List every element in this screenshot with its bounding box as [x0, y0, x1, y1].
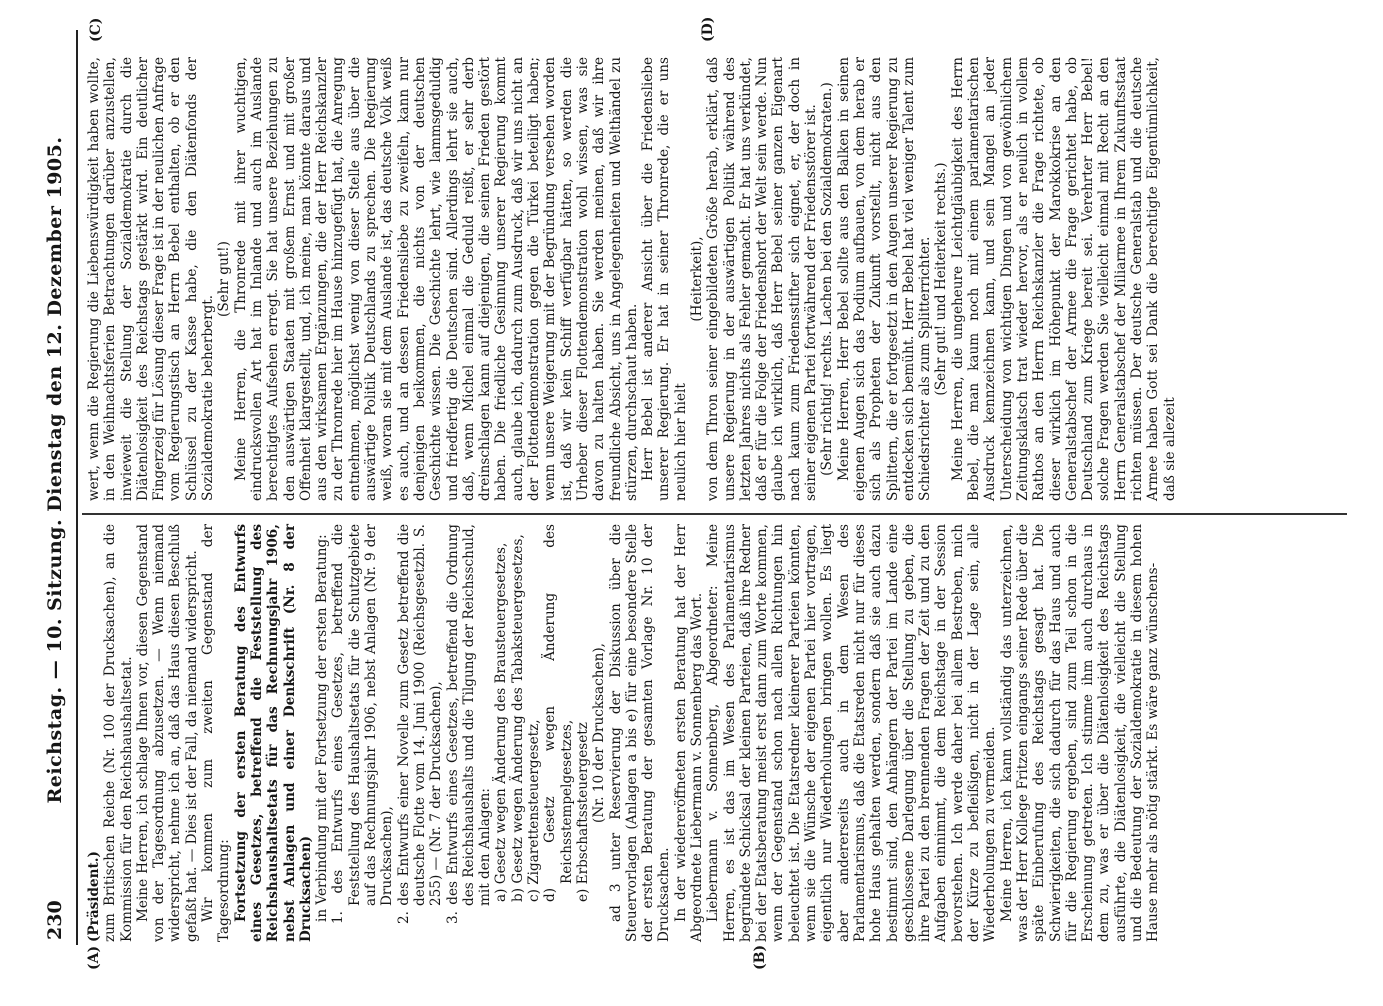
header-rule [76, 30, 78, 945]
margin-mark-c: (C) [88, 17, 104, 42]
margin-mark-a: (A) [86, 945, 102, 970]
column-divider [82, 513, 1347, 515]
margin-mark-d: (D) [700, 16, 716, 42]
paragraph: Wir kommen zum zweiten Gegenstand der Tagesordnung: [200, 524, 233, 942]
speech-paragraph: Meine Herren, die Thronrede mit ihrer wuchtigen, eindrucksvollen Art hat im Inlande und auch im Auslande berechtigtes Aufsehen erregt. Sie hat unsere Beziehungen zu den auswärtigen Staaten mit großem Ernst und mit großer Offenheit klargestellt, und, ich meine, man könnte daraus und aus den wirksamen Ergänzungen, die der Herr Reichskanzler zu der Thronrede hier im Hause hinzugefügt hat, die Anregung entnehmen, möglichst wenig von dieser Stelle aus über die auswärtige Politik Deutschlands zu sprechen. Die Regierung weiß, woran sie mit dem Auslande ist, das deutsche Volk weiß es auch, und an dessen Friedensliebe zu zweifeln, kann nur denjenigen beikommen, die nichts von der deutschen Geschichte wissen. Die Geschichte lehrt, wie lammsgeduldig und friedfertig die Deutschen sind. Allerdings lehrt sie auch, daß, wenn Michel einmal die Geduld reißt, er sehr derb dreinschlagen kann auf diejenigen, die seinen Frieden gestört haben. Die friedliche Gesinnung unserer Regierung kommt auch, glaube ich, dadurch zum Ausdruck, daß wir uns nicht an der Flottendemonstration gegen die Türkei beteiligt haben; wenn unsere Weigerung mit der Begründung versehen worden ist, daß wir kein Schiff verfügbar hätten, so werden die Urheber dieser Flottendemonstration wohl wissen, was sie davon zu halten haben. Sie werden meinen, daß wir ihre freundliche Absicht, uns in Angelegenheiten und Welthändel zu stürzen, durchschaut haben. [232, 57, 640, 501]
right-column [86, 57, 1178, 501]
margin-mark-b: (B) [752, 944, 768, 970]
paragraph: ad 3 unter Reservierung der Diskussion über die Steuervorlagen (Anlagen a bis e) für eine besondere Stelle der ersten Beratung der gesamten Vorlage Nr. 10 der Drucksachen. [607, 524, 673, 942]
speech-paragraph: wert, wenn die Regierung die Liebenswürdigkeit haben wollte, in den Weihnachtsferien Betrachtungen darüber anzustellen, inwieweit die Stellung der Sozialdemokratie durch die Diätenlosigkeit des Reichstags gestärkt wird. Ein deutlicher Fingerzeig für Lösung dieser Frage ist in der neulichen Anfrage vom Regierungstisch an Herrn Bebel enthalten, ob er den Schlüssel zu der Kasse habe, die den Diätenfonds der Sozialdemokratie beherbergt. [86, 57, 217, 501]
paragraph: (Nr. 10 der Drucksachen), [591, 643, 608, 823]
sub-item: b) Gesetz wegen Änderung des Tabaksteuergesetzes, [509, 534, 526, 902]
sub-item: d) Gesetz wegen Änderung des Reichsstempelgesetzes, [542, 524, 575, 902]
page-header [40, 30, 72, 940]
speech-paragraph: Liebermann v. Sonnenberg, Abgeordneter: Meine Herren, es ist das im Wesen des Parlamentarismus begründete Schicksal der kleinen Parteien, daß ihre Redner bei der Etatsberatung meist erst dann zum Worte kommen, wenn der Gegenstand schon nach allen Richtungen hin beleuchtet ist. Die Etatsredner kleinerer Parteien könnten, wenn sie die Wünsche der eigenen Partei hier vortragen, eigentlich nur Wiederholungen bringen wollen. Es liegt aber andererseits auch in dem Wesen des Parlamentarismus, daß die Etatsreden nicht nur für dieses hohe Haus gehalten werden, sondern daß sie auch dazu bestimmt sind, den Anhängern der Partei im Lande eine geschlossene Darlegung über die Stellung zu geben, die ihre Partei zu den brennenden Fragen der Zeit und zu den Aufgaben einnimmt, die dem Reichstage in der Session bevorstehen. Ich werde daher bei allem Bestreben, mich der Kürze zu befleißigen, nicht in der Lage sein, alle Wiederholungen zu vermeiden. [705, 524, 999, 942]
list-item: 3. des Entwurfs eines Gesetzes, betreffend die Ordnung des Reichshaushalts und die Tilgung der Reichsschuld, mit den Anlagen: [444, 524, 494, 924]
left-column [86, 524, 1162, 942]
sub-item: c) Zigarettensteuergesetz, [526, 719, 543, 902]
sub-item: e) Erbschaftssteuergesetz [574, 722, 591, 902]
interjection: (Sehr gut! und Heiterkeit rechts.) [933, 162, 950, 396]
interjection: (Sehr gut!) [216, 241, 233, 317]
interjection: (Sehr richtig! rechts. Lachen bei den Sozialdemokraten.) [819, 82, 836, 476]
speech-paragraph: Meine Herren, ich kann vollständig das unterzeichnen, was der Herr Kollege Fritzen eingangs seiner Rede über die späte Einberufung des Reichstags gesagt hat. Die Schwierigkeiten, die sich dadurch für das Haus und auch für die Regierung ergeben, sind zum Teil schon in die Erscheinung getreten. Ich stimme ihm auch durchaus in dem zu, was er über die Diätenlosigkeit des Reichstags ausführte, die Diätenlosigkeit, die vielleicht die Stellung und die Bedeutung der Sozialdemokratie in diesem hohen Hause mehr als nötig stärkt. Es wäre ganz wünschens- [998, 524, 1162, 942]
speech-paragraph: Meine Herren, Herr Bebel sollte aus den Balken in seinen eigenen Augen sich das Podium aufbauen, von dem herab er sich als Propheten der Zukunft vorstellt, nicht aus den Splittern, die er fortgesetzt in den Augen unserer Regierung zu entdecken sich bemüht. Herr Bebel hat viel weniger Talent zum Schiedsrichter als zum Splitterrichter. [835, 57, 934, 501]
paragraph: in Verbindung mit der Fortsetzung der ersten Beratung: [314, 534, 331, 922]
paragraph: zum Britischen Reiche (Nr. 100 der Drucksachen), an die Kommission für den Reichshaushaltsetat. [102, 524, 135, 942]
paragraph: Meine Herren, ich schlage Ihnen vor, diesen Gegenstand von der Tagesordnung abzusetzen. — Wenn niemand widerspricht, nehme ich an, daß das Haus diesen Beschluß gefaßt hat. — Dies ist der Fall, da niemand widerspricht. [134, 524, 200, 942]
page-number: 230 [44, 900, 66, 940]
speech-paragraph: Meine Herren, die ungeheure Leichtgläubigkeit des Herrn Bebel, die man kaum noch mit einem parlamentarischen Ausdruck kennzeichnen kann, und sein Mangel an jeder Unterscheidung von wichtigen Dingen und von gewöhnlichem Zeitungsklatsch trat wieder hervor, als er neulich in vollem Rathos an den Herrn Reichskanzler die Frage richtete, ob dieser wirklich im Höhepunkt der Marokkokrise an den Generalstabschef der Armee die Frage gerichtet habe, ob Deutschland zum Kriege bereit sei. Verehrter Herr Bebel! solche Fragen werden Sie vielleicht einmal mit Recht an den Herrn Generalstabschef der Miliarmee in Ihrem Zukunftsstaat richten müssen. Der deutsche Generalstab und die deutsche Armee haben Gott sei Dank die berechtigte Eigentümlichkeit, daß sie allezeit [949, 57, 1178, 501]
speech-paragraph: von dem Thron seiner eingebildeten Größe herab, erklärt, daß unsere Regierung in der auswärtigen Politik während des letzten Jahres nichts als Fehler gemacht. Er hat uns verkündet, daß er für die Folge der Friedenshort der Welt sein werde. Nun glaube ich wirklich, daß Herr Bebel seiner ganzen Eigenart nach kaum zum Friedensstifter sich eignet, er, der doch in seiner eigenen Partei fortwährend der Friedensstörer ist. [705, 57, 820, 501]
agenda-heading: Fortsetzung der ersten Beratung des Entwurfs eines Gesetzes, betreffend die Feststellung des Reichshaushaltsetats für das Rechnungsjahr 1906, nebst Anlagen und einer Denkschrift (Nr. 8 der Drucksachen) [232, 524, 314, 942]
list-item: 2. des Entwurfs einer Novelle zum Gesetz betreffend die deutsche Flotte vom 14. Juni 1900 (Reichsgesetzbl. S. 255) — (Nr. 7 der Drucksachen), [395, 524, 445, 924]
list-item: 1. des Entwurfs eines Gesetzes, betreffend die Feststellung des Haushaltsetats für die Schutzgebiete auf das Rechnungsjahr 1906, nebst Anlagen (Nr. 9 der Drucksachen), [330, 524, 396, 924]
speech-paragraph: Herr Bebel ist anderer Ansicht über die Friedensliebe unserer Regierung. Er hat in seiner Thronrede, die er uns neulich hier hielt [640, 57, 689, 501]
interjection: (Heiterkeit), [688, 236, 705, 322]
paragraph: (Präsident.) [86, 851, 102, 942]
sub-item: a) Gesetz wegen Änderung des Brausteuergesetzes, [493, 542, 510, 902]
paragraph: In der wiedereröffneten ersten Beratung hat der Herr Abgeordnete Liebermann v. Sonnenberg das Wort. [672, 524, 705, 942]
page-title: Reichstag. — 10. Sitzung. Dienstag den 12. Dezember 1905. [44, 136, 66, 804]
